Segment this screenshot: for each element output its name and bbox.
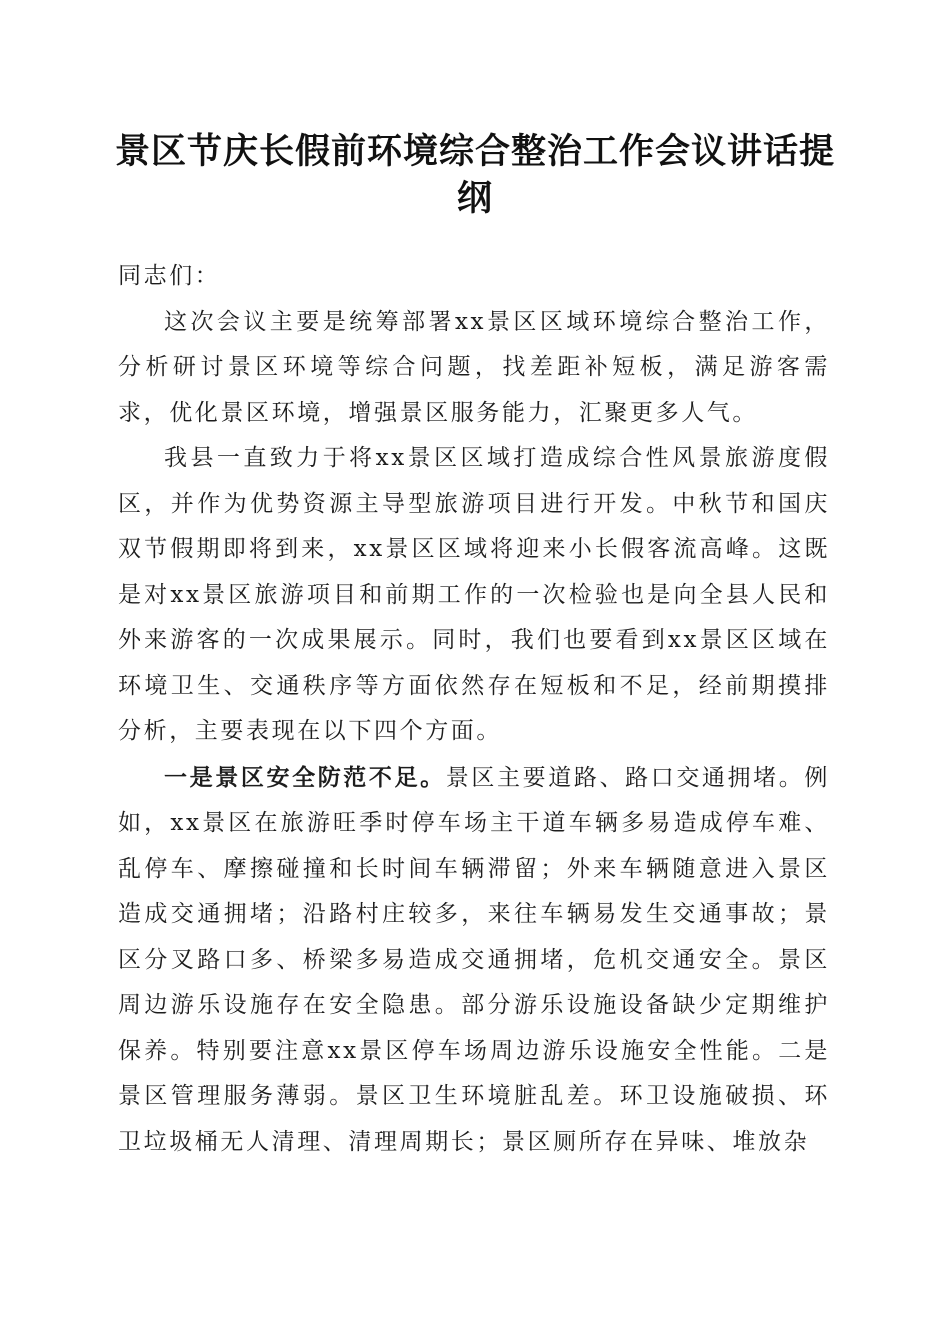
paragraph-problems: [118, 755, 830, 1166]
paragraph-problems-lead: 一是景区安全防范不足。: [164, 763, 446, 791]
document-body: [118, 254, 830, 1165]
paragraph-intro-text: 这次会议主要是统筹部署xx景区区域环境综合整治工作，分析研讨景区环境等综合问题，找差距补短板，满足游客需求，优化景区环境，增强景区服务能力，汇聚更多人气。: [118, 308, 830, 426]
paragraph-intro: [118, 300, 830, 437]
paragraph-background: [118, 436, 830, 755]
paragraph-background-text: 我县一直致力于将xx景区区域打造成综合性风景旅游度假区，并作为优势资源主导型旅游项目进行开发。中秋节和国庆双节假期即将到来，xx景区区域将迎来小长假客流高峰。这既是对xx景区旅游项目和前期工作的一次检验也是向全县人民和外来游客的一次成果展示。同时，我们也要看到xx景区区域在环境卫生、交通秩序等方面依然存在短板和不足，经前期摸排分析，主要表现在以下四个方面。: [118, 445, 830, 744]
paragraph-problems-text: 景区主要道路、路口交通拥堵。例如，xx景区在旅游旺季时停车场主干道车辆多易造成停车难、乱停车、摩擦碰撞和长时间车辆滞留；外来车辆随意进入景区造成交通拥堵；沿路村庄较多，来往车辆易发生交通事故；景区分叉路口多、桥梁多易造成交通拥堵，危机交通安全。景区周边游乐设施存在安全隐患。部分游乐设施设备缺少定期维护保养。特别要注意xx景区停车场周边游乐设施安全性能。二是景区管理服务薄弱。景区卫生环境脏乱差。环卫设施破损、环卫垃圾桶无人清理、清理周期长；景区厕所存在异味、堆放杂: [118, 764, 830, 1155]
salutation: 同志们：: [118, 263, 221, 289]
document-title: 景区节庆长假前环境综合整治工作会议讲话提纲: [114, 131, 835, 219]
